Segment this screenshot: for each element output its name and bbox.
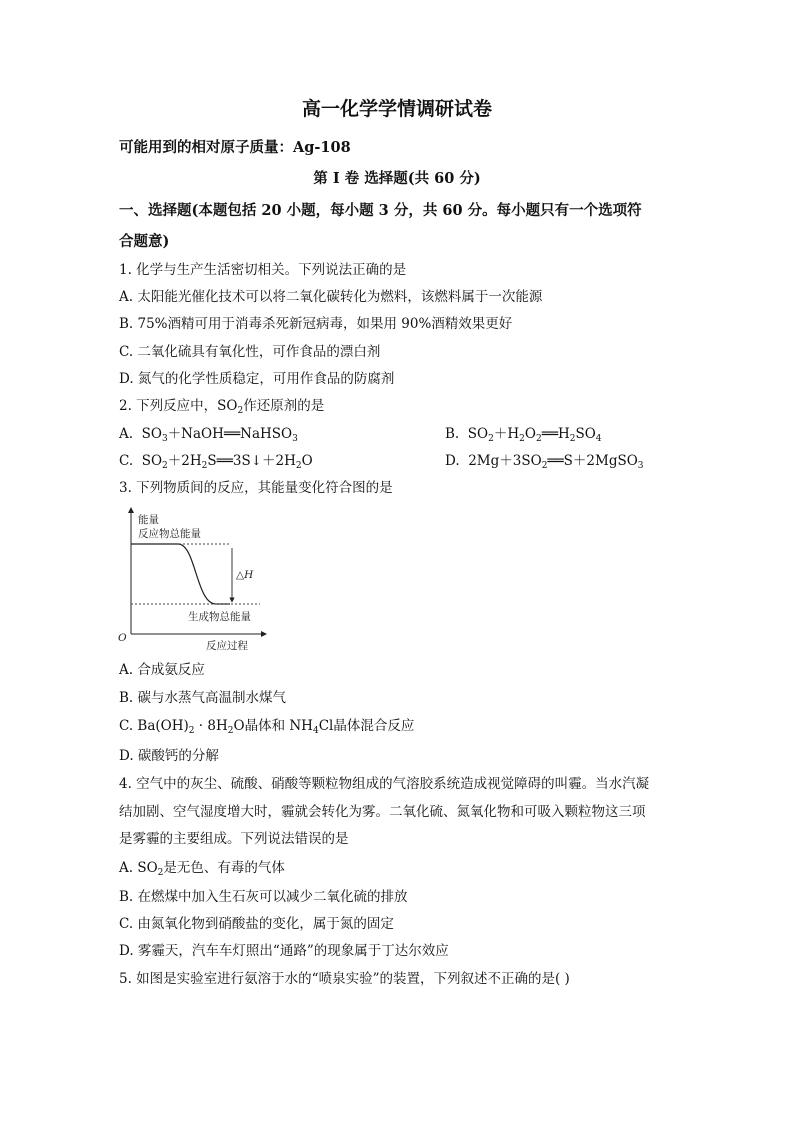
q2-stem-text: 2. 下列反应中，SO: [119, 398, 238, 414]
reactant-energy-label: 反应物总能量: [138, 528, 201, 540]
x-axis-label: 反应过程: [206, 640, 248, 651]
y-axis-label: 能量: [138, 514, 159, 526]
q4-option-d: D. 雾霾天，汽车车灯照出“通路”的现象属于丁达尔效应: [119, 943, 449, 959]
q3-option-c-text3: O晶体和 NH: [233, 718, 313, 734]
q3-option-c-sub2: 2: [227, 726, 234, 736]
q3-option-c-text: C. Ba(OH): [119, 718, 189, 734]
q2-option-a-label: A.: [119, 426, 134, 442]
q3-option-c-sub3: 4: [312, 726, 319, 736]
q4-option-a-sub: 2: [157, 868, 164, 878]
energy-curve: [131, 544, 230, 604]
q2-option-a: A. $SO_3+NaOH══NaHSO_3$: [119, 426, 298, 444]
section1-heading-line2: 合题意): [119, 233, 170, 250]
q3-option-c-text2: · 8H: [194, 718, 228, 734]
q2-option-b-label: B.: [445, 426, 460, 442]
q2-option-d: D. $2Mg+3SO_2══S+2MgSO_3$: [445, 453, 644, 471]
q1-option-a: A. 太阳能光催化技术可以将二氧化碳转化为燃料，该燃料属于一次能源: [119, 289, 543, 305]
q2-option-c: C. $SO_2+2H_2S══3S↓+2H_2O$: [119, 453, 313, 471]
q2-stem-text-end: 作还原剂的是: [243, 398, 325, 414]
q3-stem: 3. 下列物质间的反应，其能量变化符合图的是: [119, 480, 393, 496]
origin-label: O: [118, 632, 127, 644]
q4-stem-line2: 结加剧、空气湿度增大时，霾就会转化为雾。二氧化硫、氮氧化物和可吸入颗粒物这三项: [119, 804, 646, 820]
q4-option-b: B. 在燃煤中加入生石灰可以减少二氧化硫的排放: [119, 889, 408, 905]
q4-option-c: C. 由氮氧化物到硝酸盐的变化，属于氮的固定: [119, 916, 394, 932]
q4-option-a-text2: 是无色、有毒的气体: [163, 860, 285, 876]
q4-stem-line3: 是雾霾的主要组成。下列说法错误的是: [119, 831, 349, 847]
q1-stem: 1. 化学与生产生活密切相关。下列说法正确的是: [119, 262, 407, 278]
q3-option-c: [119, 720, 414, 734]
q2-option-b: B. $SO_2+H_2O_2══H_2SO_4$: [445, 426, 602, 444]
q2-option-c-label: C.: [119, 453, 134, 469]
q5-stem: 5. 如图是实验室进行氨溶于水的“喷泉实验”的装置，下列叙述不正确的是( ): [119, 971, 570, 987]
energy-diagram: [118, 506, 268, 651]
q2-stem-subscript: 2: [237, 406, 244, 416]
q3-option-b: B. 碳与水蒸气高温制水煤气: [119, 690, 287, 706]
section1-heading-line1: 一、选择题(本题包括 20 小题，每小题 3 分，共 60 分。每小题只有一个选项符: [119, 202, 642, 219]
q4-stem-line1: 4. 空气中的灰尘、硫酸、硝酸等颗粒物组成的气溶胶系统造成视觉障碍的叫霾。当水汽凝: [119, 776, 650, 792]
q1-option-b: B. 75%酒精可用于消毒杀死新冠病毒，如果用 90%酒精效果更好: [119, 316, 513, 332]
q1-option-d: D. 氮气的化学性质稳定，可用作食品的防腐剂: [119, 371, 395, 387]
part1-heading: 第 I 卷 选择题(共 60 分): [313, 170, 481, 187]
q3-option-d: D. 碳酸钙的分解: [119, 748, 219, 764]
q4-option-a: [119, 862, 285, 876]
q2-option-d-label: D.: [445, 453, 460, 469]
q3-option-c-text4: Cl晶体混合反应: [318, 718, 415, 734]
q4-option-a-text: A. SO: [119, 860, 158, 876]
q2-stem: [119, 400, 324, 414]
delta-h-label: △H: [236, 569, 254, 581]
q3-option-c-sub1: 2: [188, 726, 195, 736]
q1-option-c: C. 二氧化硫具有氧化性，可作食品的漂白剂: [119, 344, 381, 360]
page-title: 高一化学学情调研试卷: [301, 98, 492, 120]
q3-option-a: A. 合成氨反应: [119, 662, 205, 678]
product-energy-label: 生成物总能量: [188, 611, 251, 623]
atomic-mass-note: 可能用到的相对原子质量：Ag-108: [119, 139, 351, 156]
